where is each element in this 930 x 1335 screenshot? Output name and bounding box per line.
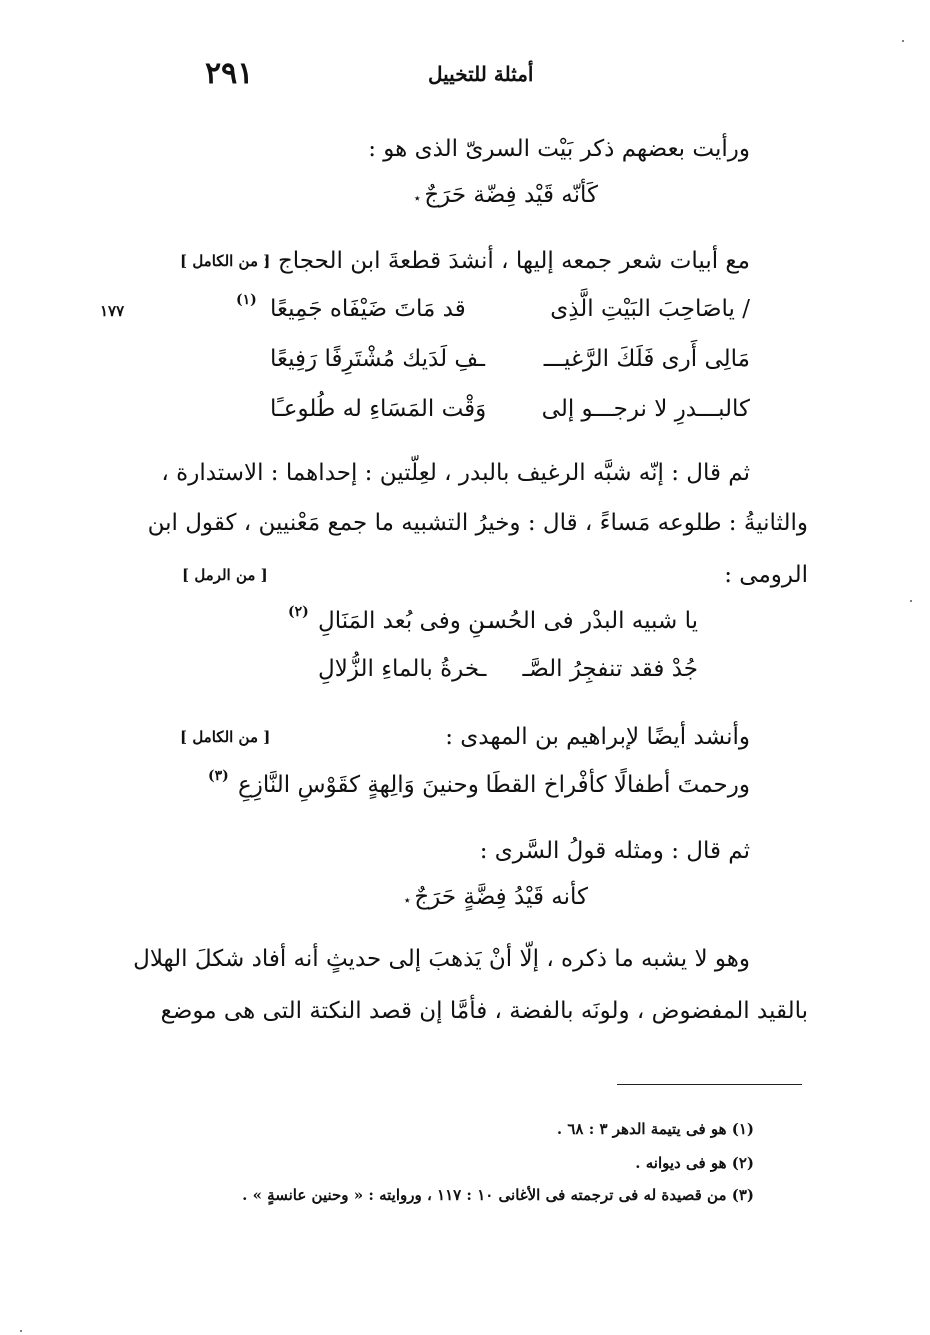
running-title: أمثلة للتخييل: [428, 62, 534, 86]
poem1-line2-right: مَالِى أَرى فَلَكَ الرَّغيـــ: [543, 346, 750, 372]
paragraph-1: ورأيت بعضهم ذكر بَيْت السرىّ الذى هو :: [368, 136, 750, 162]
scan-speck: [910, 600, 912, 602]
page-number: ٢٩١: [205, 56, 254, 91]
footnote-1: (١) هو فى يتيمة الدهر ٣ : ٦٨ .: [556, 1120, 754, 1138]
quote-end-mark-2: ٭: [403, 893, 415, 907]
poem1-line3-right: كالبـــدرِ لا نرجـــو إلى: [541, 396, 750, 422]
poem1-line1-left: قد مَاتَ ضَيْفَاه جَمِيعًا: [270, 296, 466, 322]
paragraph-3-line3: الرومى :: [724, 562, 808, 588]
quote-line-1: [414, 182, 598, 208]
footnote-2: (٢) هو فى ديوانه .: [635, 1154, 754, 1172]
paragraph-3-line2: والثانيةُ : طلوعه مَساءً ، قال : وخيرُ التشبيه ما جمع مَعْنيين ، كقول ابن: [147, 510, 808, 536]
footnote-ref-3: (٣): [208, 768, 229, 784]
poem2-line1-right: يا شبيه البدْر فى الحُسـ: [480, 608, 698, 634]
paragraph-6-line2: بالقيد المفضوض ، ولونَه بالفضة ، فأمَّا إن قصد النكتة التى هى موضع: [160, 998, 808, 1024]
margin-page-ref: ١٧٧: [100, 302, 125, 320]
scan-speck: [20, 1330, 22, 1332]
paragraph-4: وأنشد أيضًا لإبراهيم بن المهدى :: [445, 724, 750, 750]
scan-speck: [902, 40, 904, 42]
paragraph-3-line1: ثم قال : إنّه شبَّه الرغيف بالبدر ، لعِلّتين : إحداهما : الاستدارة ،: [161, 460, 750, 486]
poem2-line2-left: ـخرةُ بالماءِ الزُّلالِ: [318, 656, 487, 682]
poem1-line2-left: ـفِ لَدَيك مُشْتَرِفًا رَفِيعًا: [270, 346, 485, 372]
footnote-3: (٣) من قصيدة له فى ترجمته فى الأغانى ١٠ : ١١٧ ، وروايته : « وحنين عانسةٍ » .: [242, 1186, 754, 1204]
footnote-ref-1: (١): [236, 292, 257, 308]
meter-label-kamil-2: [ من الكامل ]: [180, 728, 271, 746]
poem3-line1-left: وحنينَ وَالِهةٍ كقَوْسِ النَّازِعِ: [238, 772, 479, 798]
quote-line-2: [404, 884, 588, 910]
footnote-separator: [617, 1084, 802, 1085]
poem2-line2-right: جُدْ فقد تنفجِرُ الصَّـ: [522, 656, 698, 682]
poem3-line1-right: ورحمتَ أطفالًا كأفْراخ القطَا: [485, 772, 750, 798]
poem2-line1-left: ـنِ وفى بُعد المَنَالِ: [318, 608, 493, 634]
quote-text-2: كأنه قَيْدُ فِضَّةٍ حَرَجٌ: [414, 884, 588, 910]
paragraph-5: ثم قال : ومثله قولُ السَّرى :: [479, 838, 750, 864]
meter-label-kamil: [ من الكامل ]: [180, 252, 271, 270]
meter-label-ramal: [ من الرمل ]: [182, 566, 268, 584]
quote-text: كَأنّه قَيْد فِضّة حَرَجٌ: [424, 182, 598, 208]
quote-end-mark: ٭: [413, 191, 425, 205]
footnote-ref-2: (٢): [288, 604, 309, 620]
poem1-line1-right: / ياصَاحِبَ البَيْتِ الَّذِى: [550, 296, 750, 322]
paragraph-6-line1: وهو لا يشبه ما ذكره ، إلّا أنْ يَذهبَ إلى حديثٍ أنه أفاد شكلَ الهلال: [133, 946, 750, 972]
paragraph-2: مع أبيات شعر جمعه إليها ، أنشدَ قطعةَ ابن الحجاج :: [262, 248, 750, 274]
poem1-line3-left: وَقْت المَسَاءِ له طُلوعـًا: [270, 396, 487, 422]
